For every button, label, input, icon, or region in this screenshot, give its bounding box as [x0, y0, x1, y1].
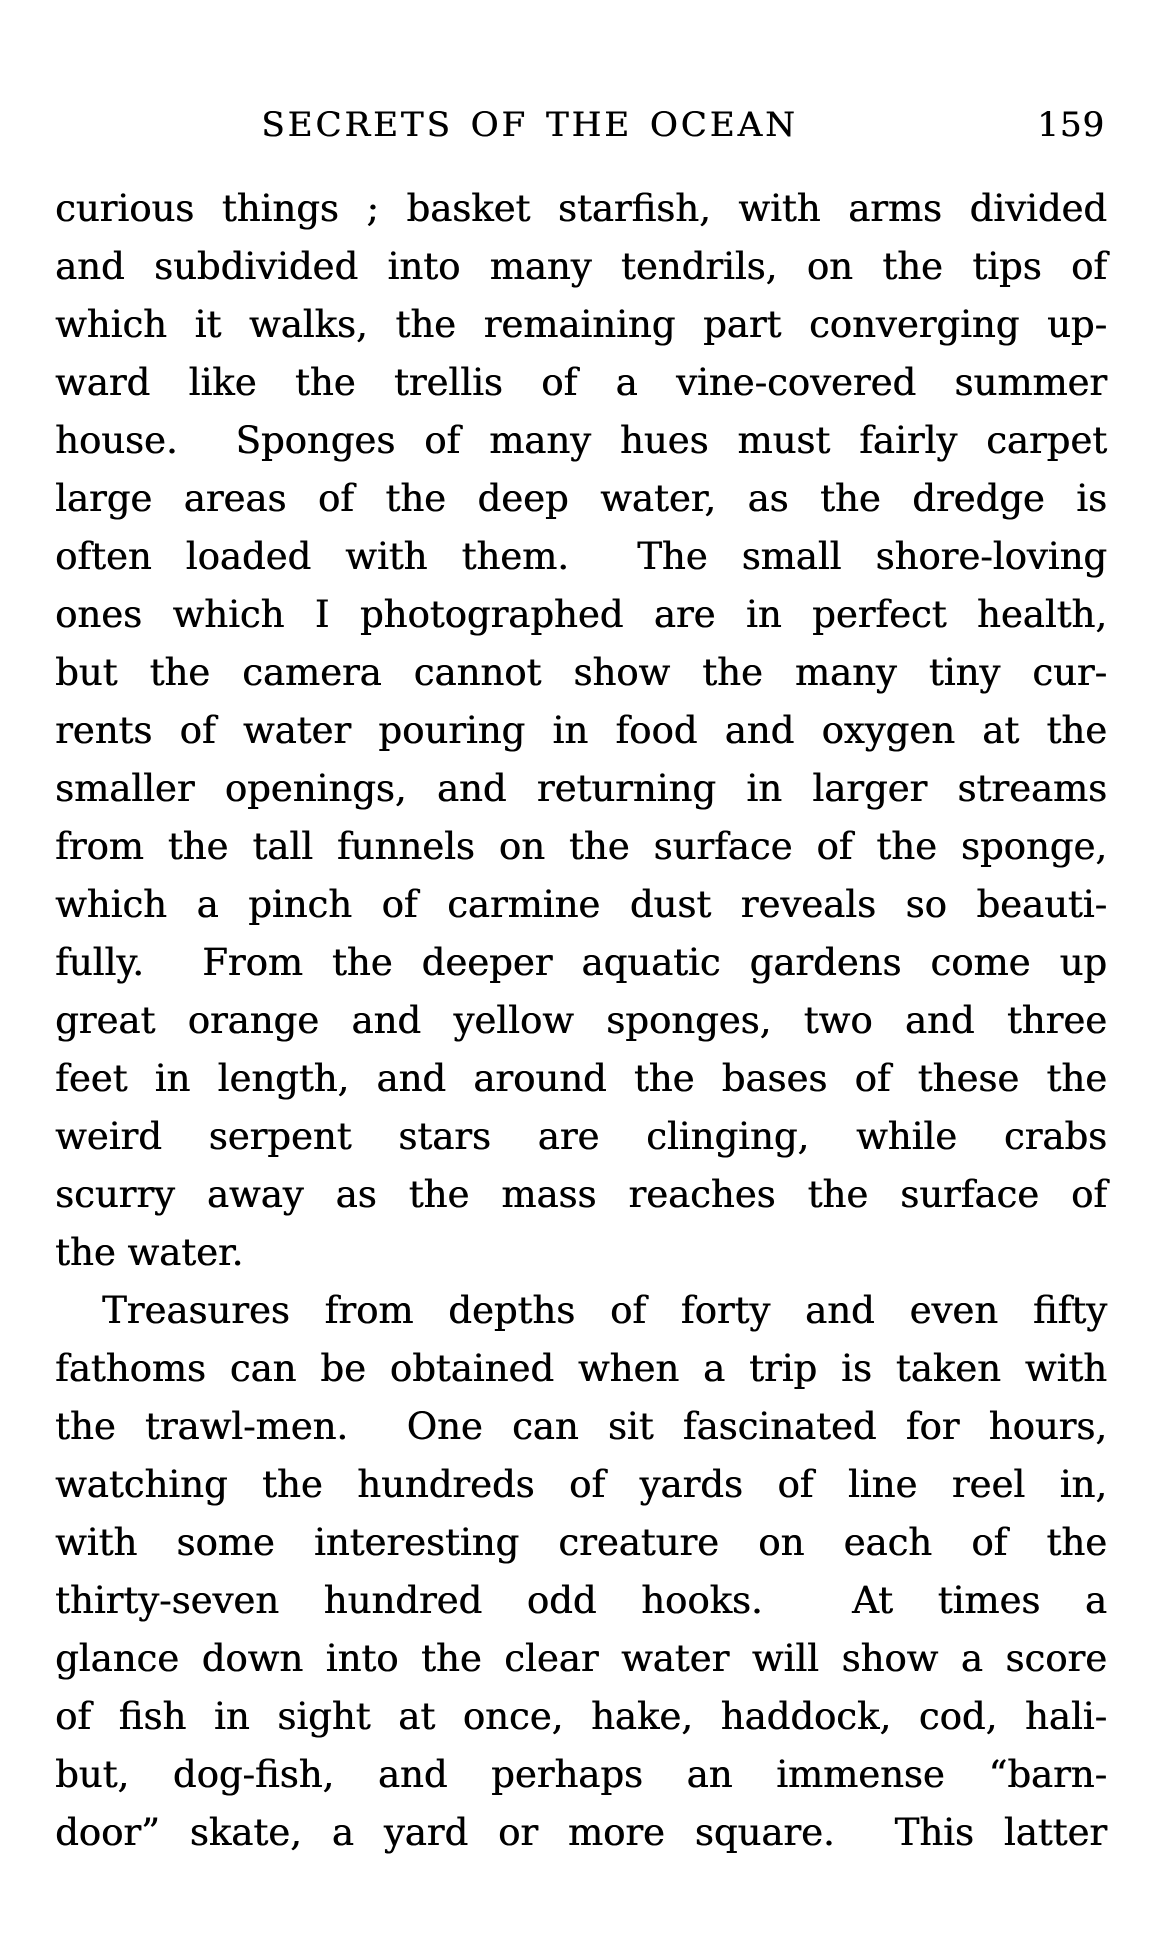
- text-line: feet in length, and around the bases of these the: [55, 1057, 1107, 1100]
- text-line: Treasures from depths of forty and even fifty: [102, 1289, 1107, 1332]
- text-line: but the camera cannot show the many tiny cur-: [55, 651, 1107, 694]
- text-line: and subdivided into many tendrils, on the tips of: [55, 245, 1107, 288]
- body-text: [55, 180, 1107, 1862]
- text-line: fathoms can be obtained when a trip is taken with: [55, 1347, 1107, 1390]
- text-line: with some interesting creature on each of the: [55, 1521, 1107, 1564]
- text-line: smaller openings, and returning in larger streams: [55, 767, 1107, 810]
- text-line: which it walks, the remaining part converging up-: [55, 303, 1107, 346]
- text-line: the trawl-men. One can sit fascinated for hours,: [55, 1405, 1107, 1448]
- text-line: the water.: [55, 1231, 244, 1274]
- text-line: ones which I photographed are in perfect health,: [55, 593, 1107, 636]
- text-line: door” skate, a yard or more square. This latter: [55, 1811, 1107, 1854]
- text-line: of fish in sight at once, hake, haddock, cod, hali-: [55, 1695, 1107, 1738]
- running-head-title: SECRETS OF THE OCEAN: [261, 105, 798, 145]
- text-line: fully. From the deeper aquatic gardens come up: [55, 941, 1107, 984]
- text-line: from the tall funnels on the surface of the sponge,: [55, 825, 1107, 868]
- text-line: but, dog-fish, and perhaps an immense “barn-: [55, 1753, 1107, 1796]
- text-line: ward like the trellis of a vine-covered summer: [55, 361, 1107, 404]
- text-line: large areas of the deep water, as the dredge is: [55, 477, 1107, 520]
- text-line: watching the hundreds of yards of line reel in,: [55, 1463, 1107, 1506]
- text-line: thirty-seven hundred odd hooks. At times a: [55, 1579, 1107, 1622]
- running-head: [0, 103, 1159, 147]
- text-line: house. Sponges of many hues must fairly carpet: [55, 419, 1107, 462]
- text-line: often loaded with them. The small shore-loving: [55, 535, 1107, 578]
- text-line: glance down into the clear water will show a score: [55, 1637, 1107, 1680]
- text-line: great orange and yellow sponges, two and three: [55, 999, 1107, 1042]
- text-line: weird serpent stars are clinging, while crabs: [55, 1115, 1107, 1158]
- text-line: rents of water pouring in food and oxygen at the: [55, 709, 1107, 752]
- text-line: scurry away as the mass reaches the surface of: [55, 1173, 1107, 1216]
- text-line: which a pinch of carmine dust reveals so beauti-: [55, 883, 1107, 926]
- text-line: curious things ; basket starfish, with arms divided: [55, 187, 1107, 230]
- page-number: 159: [1037, 105, 1105, 145]
